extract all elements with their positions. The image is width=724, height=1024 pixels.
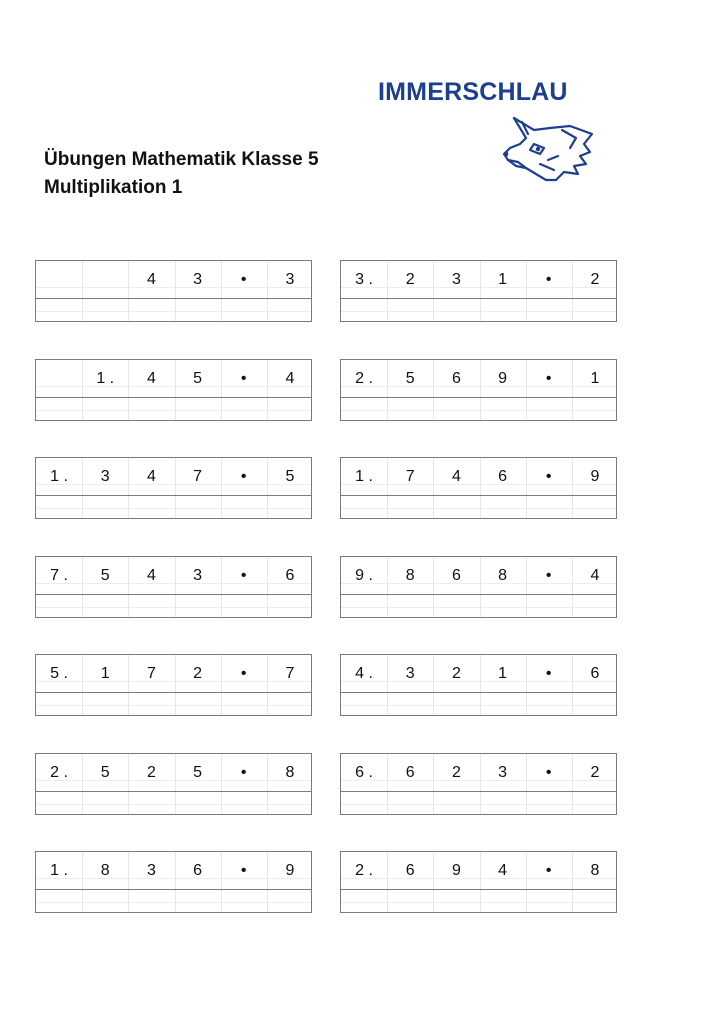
digit-text: 8 (100, 861, 110, 879)
digit-cell (267, 458, 313, 495)
digit-cell (36, 557, 82, 594)
digit-text: 2 . (50, 763, 68, 781)
answer-row[interactable] (36, 398, 311, 420)
digit-cell (82, 261, 128, 298)
digit-text: 1 (498, 664, 508, 682)
digit-text: 4 (146, 566, 156, 584)
digit-text: 6 (498, 467, 508, 485)
digit-text: • (545, 664, 552, 682)
digit-cell (128, 360, 174, 397)
digit-cell (341, 261, 387, 298)
digit-cell (341, 754, 387, 791)
digit-cell (82, 360, 128, 397)
digit-cell (572, 852, 618, 889)
digit-text: 2 (405, 270, 415, 288)
digit-cell (128, 261, 174, 298)
digit-text: 3 (285, 270, 295, 288)
digit-cell (341, 852, 387, 889)
digit-text: 1 (100, 664, 110, 682)
digit-cell (572, 458, 618, 495)
digit-text: 8 (285, 763, 295, 781)
digit-cell (36, 261, 82, 298)
fox-mascot-icon (500, 108, 598, 186)
exercise-box (35, 457, 312, 519)
digit-text: 3 (193, 270, 203, 288)
multiply-sign (526, 360, 572, 397)
exercise-box (35, 260, 312, 322)
digit-cell (36, 360, 82, 397)
digit-text: 2 (590, 763, 600, 781)
digit-text: 2 . (355, 861, 373, 879)
digit-cell (267, 360, 313, 397)
digit-cell (341, 655, 387, 692)
digit-text: 9 (498, 369, 508, 387)
digit-cell (175, 458, 221, 495)
digit-cell (267, 852, 313, 889)
digit-cell (82, 458, 128, 495)
digit-cell (480, 360, 526, 397)
digit-cell (480, 261, 526, 298)
digit-text: 7 (193, 467, 203, 485)
digit-cell (267, 261, 313, 298)
multiply-sign (221, 655, 267, 692)
digit-text: • (545, 369, 552, 387)
digit-cell (433, 655, 479, 692)
digit-text: • (240, 763, 247, 781)
digit-cell (36, 852, 82, 889)
digit-text: 3 (100, 467, 110, 485)
multiply-sign (221, 458, 267, 495)
digit-text: 9 (451, 861, 461, 879)
digit-cell (572, 655, 618, 692)
digit-text: 1 . (355, 467, 373, 485)
answer-row[interactable] (341, 693, 616, 715)
digit-text: 4 . (355, 664, 373, 682)
answer-row[interactable] (36, 496, 311, 518)
digit-text: 2 . (355, 369, 373, 387)
digit-text: • (240, 270, 247, 288)
digit-text: 5 (193, 763, 203, 781)
digit-text: 3 (498, 763, 508, 781)
digit-text: 3 . (355, 270, 373, 288)
digit-text: 5 (100, 566, 110, 584)
answer-row[interactable] (36, 890, 311, 912)
digit-text: 2 (146, 763, 156, 781)
digit-cell (572, 557, 618, 594)
digit-text: 3 (146, 861, 156, 879)
digit-text: • (240, 861, 247, 879)
multiply-sign (221, 261, 267, 298)
digit-text: 4 (146, 369, 156, 387)
multiply-sign (526, 458, 572, 495)
digit-text: 3 (405, 664, 415, 682)
digit-cell (433, 458, 479, 495)
multiply-sign (221, 360, 267, 397)
digit-cell (175, 655, 221, 692)
digit-cell (36, 655, 82, 692)
digit-text: 1 . (96, 369, 115, 387)
digit-cell (82, 655, 128, 692)
digit-text: 4 (285, 369, 295, 387)
digit-text: 7 (285, 664, 295, 682)
digit-cell (36, 458, 82, 495)
brand-logo-text: IMMERSCHLAU (378, 78, 568, 106)
digit-text: 5 (100, 763, 110, 781)
exercise-box (340, 457, 617, 519)
answer-row[interactable] (341, 595, 616, 617)
digit-text: 6 (193, 861, 203, 879)
digit-cell (387, 261, 433, 298)
digit-text: 8 (498, 566, 508, 584)
digit-text: 2 (590, 270, 600, 288)
answer-row[interactable] (341, 398, 616, 420)
digit-cell (36, 754, 82, 791)
answer-row[interactable] (36, 299, 311, 321)
digit-cell (128, 655, 174, 692)
digit-text: • (240, 566, 247, 584)
digit-cell (480, 754, 526, 791)
digit-text: • (240, 467, 247, 485)
multiply-sign (526, 557, 572, 594)
multiply-sign (221, 754, 267, 791)
digit-text: 5 (405, 369, 415, 387)
digit-cell (433, 754, 479, 791)
digit-cell (175, 852, 221, 889)
answer-row[interactable] (341, 792, 616, 814)
digit-text: 1 (590, 369, 600, 387)
digit-text: 4 (146, 467, 156, 485)
digit-cell (387, 655, 433, 692)
answer-row[interactable] (36, 792, 311, 814)
digit-text: 6 (590, 664, 600, 682)
digit-text: 6 (285, 566, 295, 584)
digit-text: 8 (405, 566, 415, 584)
digit-cell (128, 852, 174, 889)
digit-text: • (240, 369, 247, 387)
multiply-sign (526, 655, 572, 692)
digit-text: • (240, 664, 247, 682)
answer-row[interactable] (36, 693, 311, 715)
exercise-box (35, 753, 312, 815)
digit-text: 9 . (355, 566, 373, 584)
digit-text: 4 (451, 467, 461, 485)
digit-cell (387, 360, 433, 397)
digit-cell (267, 557, 313, 594)
exercise-box (340, 753, 617, 815)
digit-cell (387, 458, 433, 495)
exercise-box (35, 851, 312, 913)
digit-cell (82, 754, 128, 791)
digit-cell (267, 754, 313, 791)
digit-text: • (545, 861, 552, 879)
answer-row[interactable] (36, 595, 311, 617)
digit-text: 1 (498, 270, 508, 288)
digit-text: • (545, 467, 552, 485)
digit-cell (82, 557, 128, 594)
exercise-box (35, 359, 312, 421)
digit-text: 2 (451, 763, 461, 781)
digit-text: 3 (451, 270, 461, 288)
exercise-box (340, 359, 617, 421)
title-line-1: Übungen Mathematik Klasse 5 (44, 149, 319, 170)
answer-row[interactable] (341, 890, 616, 912)
digit-cell (341, 557, 387, 594)
digit-text: 5 (285, 467, 295, 485)
exercise-box (340, 556, 617, 618)
digit-text: 4 (146, 270, 156, 288)
digit-cell (480, 458, 526, 495)
multiply-sign (526, 852, 572, 889)
exercise-box (35, 654, 312, 716)
exercise-box (35, 556, 312, 618)
digit-cell (341, 360, 387, 397)
digit-cell (387, 557, 433, 594)
digit-text: 6 (405, 763, 415, 781)
digit-text: 8 (590, 861, 600, 879)
digit-text: 1 . (50, 467, 68, 485)
digit-cell (387, 852, 433, 889)
digit-text: 9 (285, 861, 295, 879)
digit-text: 9 (590, 467, 600, 485)
digit-text: 1 . (50, 861, 68, 879)
answer-row[interactable] (341, 496, 616, 518)
digit-text: 5 . (50, 664, 68, 682)
digit-cell (572, 261, 618, 298)
digit-cell (267, 655, 313, 692)
digit-text: 3 (193, 566, 203, 584)
digit-text: • (545, 763, 552, 781)
digit-cell (572, 360, 618, 397)
digit-cell (572, 754, 618, 791)
digit-cell (433, 261, 479, 298)
digit-text: • (545, 270, 552, 288)
digit-cell (433, 360, 479, 397)
exercise-box (340, 654, 617, 716)
digit-cell (480, 852, 526, 889)
multiply-sign (221, 557, 267, 594)
digit-text: 4 (590, 566, 600, 584)
digit-cell (480, 557, 526, 594)
digit-cell (82, 852, 128, 889)
digit-text: 4 (498, 861, 508, 879)
digit-text: • (545, 566, 552, 584)
digit-text: 6 . (355, 763, 373, 781)
multiply-sign (221, 852, 267, 889)
digit-text: 2 (193, 664, 203, 682)
digit-cell (128, 754, 174, 791)
digit-cell (175, 261, 221, 298)
multiply-sign (526, 261, 572, 298)
digit-cell (433, 852, 479, 889)
digit-text: 6 (405, 861, 415, 879)
digit-cell (341, 458, 387, 495)
digit-cell (128, 458, 174, 495)
worksheet-title (44, 146, 319, 202)
digit-text: 6 (451, 566, 461, 584)
digit-cell (175, 557, 221, 594)
title-line-2: Multiplikation 1 (44, 177, 183, 198)
digit-cell (480, 655, 526, 692)
digit-text: 7 (146, 664, 156, 682)
digit-cell (175, 360, 221, 397)
digit-text: 6 (451, 369, 461, 387)
digit-text: 7 (405, 467, 415, 485)
exercise-box (340, 260, 617, 322)
exercise-box (340, 851, 617, 913)
multiply-sign (526, 754, 572, 791)
digit-text: 7 . (50, 566, 68, 584)
digit-cell (175, 754, 221, 791)
digit-text: 5 (193, 369, 203, 387)
digit-cell (433, 557, 479, 594)
digit-cell (128, 557, 174, 594)
answer-row[interactable] (341, 299, 616, 321)
digit-text: 2 (451, 664, 461, 682)
digit-cell (387, 754, 433, 791)
